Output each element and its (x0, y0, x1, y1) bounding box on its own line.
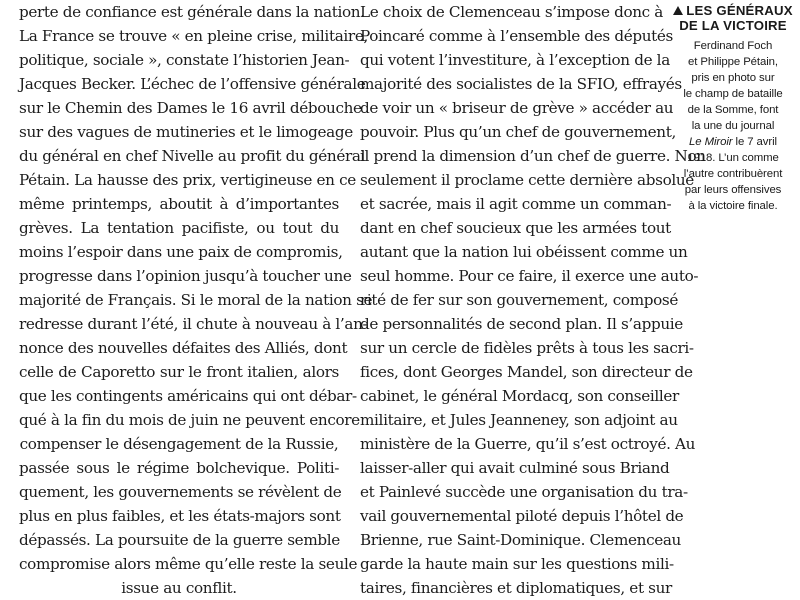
text-line: garde la haute main sur les questions mili- (360, 555, 674, 573)
text-line: Brienne, rue Saint-Dominique. Clemenceau (360, 531, 681, 549)
text-line: dépassés. La poursuite de la guerre semble (19, 531, 340, 549)
caption-line: pris en photo sur (691, 72, 775, 84)
caption-line: de la Somme, font (687, 104, 779, 116)
text-line: majorité des socialistes de la SFIO, effrayés (360, 75, 682, 93)
text-line: rité de fer sur son gouvernement, composé (360, 291, 679, 309)
caption-line: par leurs offensives (684, 184, 782, 196)
text-line: que les contingents américains qui ont débar- (19, 387, 357, 405)
caption-line: la une du journal (691, 120, 775, 132)
text-line: redresse durant l’été, il chute à nouveau à l’an- (19, 315, 368, 333)
text-line: qui votent l’investiture, à l’exception de la (360, 51, 670, 69)
caption-line: et Philippe Pétain, (688, 56, 778, 68)
text-line: majorité de Français. Si le moral de la nation se (19, 291, 373, 309)
text-line: La France se trouve « en pleine crise, militaire, (19, 27, 368, 45)
text-line: Jacques Becker. L’échec de l’offensive générale (19, 75, 366, 93)
text-line: compenser le désengagement de la Russie, (19, 435, 339, 453)
text-line: de personnalités de second plan. Il s’appuie (360, 315, 683, 333)
text-line: et Painlevé succède une organisation du tra- (360, 483, 688, 501)
text-line: seulement il proclame cette dernière absolue (360, 171, 694, 189)
text-line: perte de confiance est générale dans la nation. (19, 3, 365, 21)
caption-line: à la victoire finale. (688, 200, 778, 212)
caption-title-line2: DE LA VICTOIRE (679, 18, 787, 33)
text-line: il prend la dimension d’un chef de guerre. Non (360, 147, 706, 165)
text-line: vail gouvernemental piloté depuis l’hôtel de (360, 507, 684, 525)
text-line: issue au conflit. (121, 579, 237, 597)
text-line: dant en chef soucieux que les armées tout (360, 219, 671, 237)
journal-name: Le Miroir (689, 136, 733, 148)
text-line: laisser-aller qui avait culminé sous Briand (360, 459, 670, 477)
text-line: moins l’espoir dans une paix de compromis, (19, 243, 343, 261)
text-line: taires, financières et diplomatiques, et sur (360, 579, 672, 597)
text-line: même printemps, aboutit à d’importantes (19, 195, 339, 213)
text-line: celle de Caporetto sur le front italien, alors (19, 363, 339, 381)
text-line: du général en chef Nivelle au profit du général (19, 147, 366, 165)
caption-title-line1: LES GÉNÉRAUX (686, 3, 793, 18)
text-line: compromise alors même qu’elle reste la seule (19, 555, 358, 573)
text-line: nonce des nouvelles défaites des Alliés, dont (19, 339, 348, 357)
text-line: Pétain. La hausse des prix, vertigineuse en ce (19, 171, 356, 189)
triangle-up-icon (673, 6, 683, 15)
caption-title (672, 3, 794, 18)
text-line: seul homme. Pour ce faire, il exerce une auto- (360, 267, 699, 285)
text-line: passée sous le régime bolchevique. Politi- (19, 459, 339, 477)
caption-line-journal (672, 135, 794, 150)
text-line: ministère de la Guerre, qu’il s’est octroyé. Au (360, 435, 696, 453)
text-line: sur un cercle de fidèles prêts à tous les sacri- (360, 339, 694, 357)
text-line: plus en plus faibles, et les états-majors sont (19, 507, 341, 525)
text-line: de voir un « briseur de grève » accéder au (360, 99, 674, 117)
caption-line: 1918. L’un comme (687, 152, 779, 164)
text-line: grèves. La tentation pacifiste, ou tout du (19, 219, 339, 237)
text-line: qué à la fin du mois de juin ne peuvent encore (19, 411, 360, 429)
caption-line: l’autre contribuèrent (683, 168, 783, 180)
text-line: quement, les gouvernements se révèlent de (19, 483, 342, 501)
text-line: Le choix de Clemenceau s’impose donc à (360, 3, 664, 21)
text-line: autant que la nation lui obéissent comme un (360, 243, 688, 261)
caption-line: Ferdinand Foch (693, 40, 773, 52)
text-line: militaire, et Jules Jeanneney, son adjoint au (360, 411, 678, 429)
text-line: sur le Chemin des Dames le 16 avril débouche (19, 99, 362, 117)
text-line: cabinet, le général Mordacq, son conseiller (360, 387, 679, 405)
text-line: pouvoir. Plus qu’un chef de gouvernement, (360, 123, 676, 141)
text-line: Poincaré comme à l’ensemble des députés (360, 27, 673, 45)
caption-line: le champ de bataille (683, 88, 783, 100)
text-line: politique, sociale », constate l’historien Jean- (19, 51, 350, 69)
text-line: sur des vagues de mutineries et le limogeage (19, 123, 353, 141)
text-line: fices, dont Georges Mandel, son directeur de (360, 363, 693, 381)
text-line: et sacrée, mais il agit comme un comman- (360, 195, 672, 213)
text-line: progresse dans l’opinion jusqu’à toucher une (19, 267, 352, 285)
journal-date: le 7 avril (732, 136, 777, 148)
